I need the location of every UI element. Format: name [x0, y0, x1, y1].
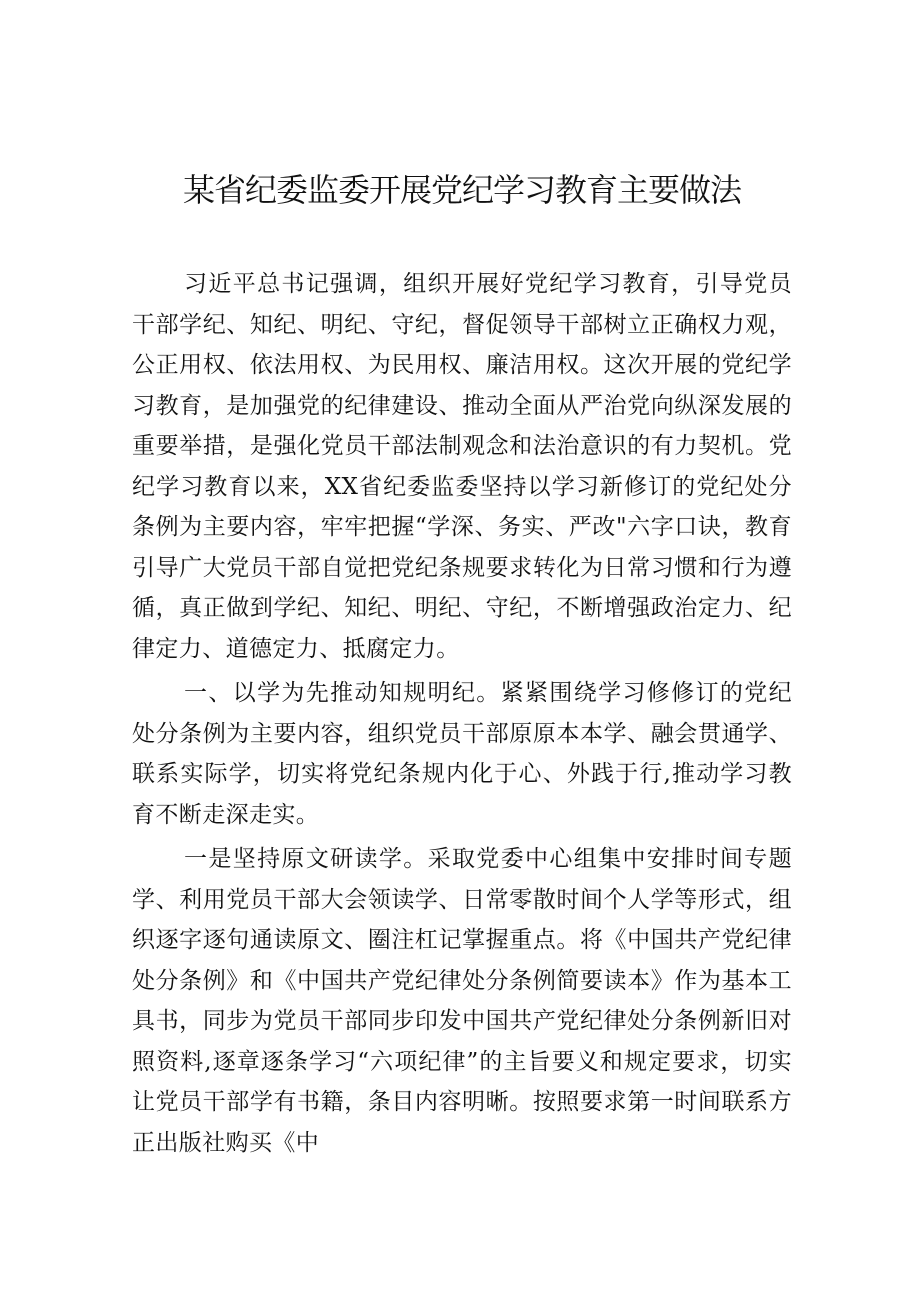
paragraph-section-one: 一、以学为先推动知规明纪。紧紧围绕学习修修订的党纪处分条例为主要内容，组织党员干部原原本本学、融会贯通学、联系实际学，切实将党纪条规内化于心、外践于行,推动学习教育不断走深走实。: [132, 680, 792, 828]
document-page: [132, 168, 792, 1167]
document-title: 某省纪委监委开展党纪学习教育主要做法: [182, 171, 741, 209]
paragraph-point-one: 一是坚持原文研读学。采取党委中心组集中安排时间专题学、利用党员干部大会领读学、日常零散时间个人学等形式，组织逐字逐句通读原文、圈注杠记掌握重点。将《中国共产党纪律处分条例》和《中国共产党纪律处分条例简要读本》作为基本工具书，同步为党员干部同步印发中国共产党纪律处分条例新旧对照资料,逐章逐条学习“六项纪律”的主旨要义和规定要求，切实让党员干部学有书籍，条目内容明晰。按照要求第一时间联系方正出版社购买《中: [132, 846, 792, 1156]
paragraph-intro: 习近平总书记强调，组织开展好党纪学习教育，引导党员干部学纪、知纪、明纪、守纪，督促领导干部树立正确权力观，公正用权、依法用权、为民用权、廉洁用权。这次开展的党纪学习教育，是加强党的纪律建设、推动全面从严治党向纵深发展的重要举措，是强化党员干部法制观念和法治意识的有力契机。党纪学习教育以来，XX省纪委监委坚持以学习新修订的党纪处分条例为主要内容，牢牢把握“学深、务实、严改"六字口诀，教育引导广大党员干部自觉把党纪条规要求转化为日常习惯和行为遵循，真正做到学纪、知纪、明纪、守纪，不断增强政治定力、纪律定力、道德定力、抵腐定力。: [132, 271, 792, 662]
